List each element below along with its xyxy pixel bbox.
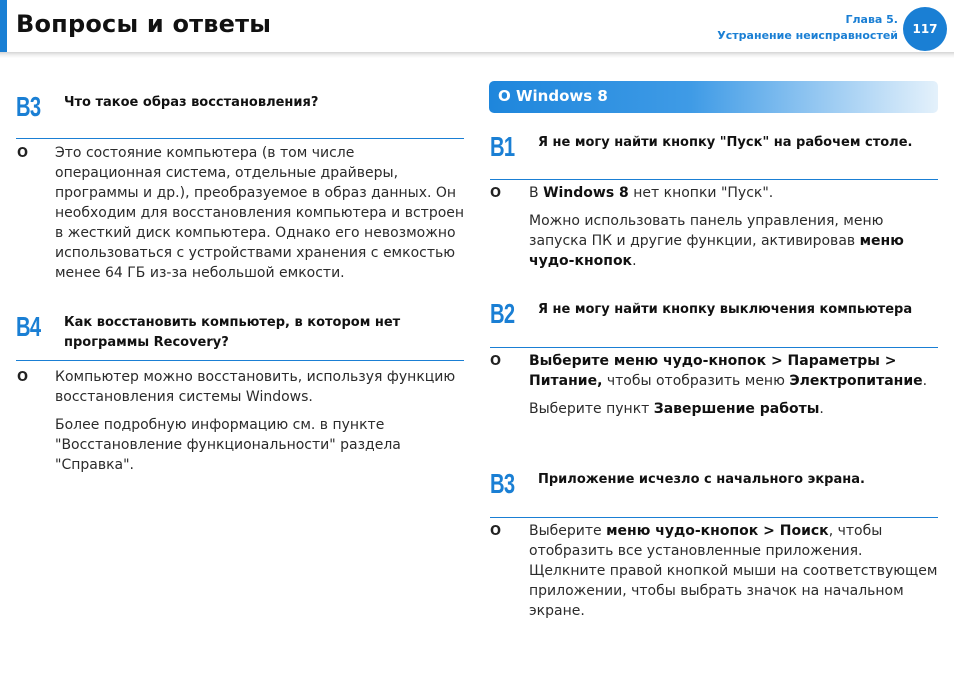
answer-paragraph <box>529 211 939 271</box>
text-run: , чтобы отобразить все установленные приложения. Щелкните правой кнопкой мыши на соответствующем приложении, чтобы выбрать значок на начальном экране. <box>529 523 938 619</box>
answer-mark: О <box>490 524 502 539</box>
answer-mark: О <box>17 370 29 385</box>
answer-text <box>529 183 939 279</box>
text-run: нет кнопки "Пуск". <box>628 185 774 201</box>
question-divider <box>490 517 938 518</box>
answer-paragraph: Более подробную информацию см. в пункте "Восстановление функциональности" раздела "Справка". <box>55 417 401 473</box>
header-accent-bar <box>0 0 7 52</box>
text-run: чтобы отобразить меню <box>602 373 790 389</box>
text-bold: меню чудо-кнопок > Поиск <box>606 523 829 539</box>
question-block <box>490 130 938 182</box>
question-text: Как восстановить компьютер, в котором нет программы Recovery? <box>64 315 401 350</box>
question-mark: B1 <box>490 131 515 162</box>
text-bold: меню чудо-кнопок <box>529 233 904 269</box>
text-bold: Завершение работы <box>653 401 820 417</box>
text-run: . <box>632 253 637 269</box>
text-bold: Windows 8 <box>543 185 629 201</box>
question-divider <box>490 179 938 180</box>
section-header <box>489 81 938 113</box>
page-number-badge: 117 <box>903 7 947 51</box>
chapter-number: Глава 5. <box>845 13 898 26</box>
answer-paragraph <box>529 521 943 621</box>
question-divider <box>490 347 938 348</box>
header-divider <box>0 52 954 58</box>
question-text: Приложение исчезло с начального экрана. <box>538 472 865 487</box>
answer-mark: О <box>17 146 29 161</box>
question-mark: B3 <box>16 91 41 122</box>
question-block <box>16 310 464 362</box>
question-block <box>16 90 464 140</box>
page-title: Вопросы и ответы <box>16 10 272 38</box>
question-block <box>490 467 938 519</box>
answer-paragraph: Это состояние компьютера (в том числе операционная система, отдельные драйверы, программы и др.), преобразуемое в образ данных. Он необходим для восстановления компьютера и встроен в жесткий диск компьютера. Однако его невозможно использоваться с устройствами хранения с емкостью менее 64 ГБ из-за небольшой емкости. <box>55 145 465 281</box>
question-text: Я не могу найти кнопку выключения компьютера <box>538 302 913 317</box>
question-divider <box>16 360 464 361</box>
answer-paragraph <box>529 351 939 391</box>
question-mark: B2 <box>490 298 515 329</box>
chapter-subtitle: Устранение неисправностей <box>717 29 898 42</box>
text-run: Выберите <box>529 523 607 539</box>
text-run: Можно использовать панель управления, меню запуска ПК и другие функции, активировав <box>529 213 884 249</box>
text-run: Выберите пункт <box>529 401 654 417</box>
question-text: Что такое образ восстановления? <box>64 95 319 110</box>
answer-paragraph <box>529 183 939 203</box>
answer-text <box>55 143 465 291</box>
answer-paragraph <box>529 399 939 419</box>
chapter-label <box>717 12 898 44</box>
answer-text <box>55 367 465 483</box>
text-run: В <box>529 185 544 201</box>
question-divider <box>16 138 464 139</box>
answer-mark: О <box>490 354 502 369</box>
question-mark: B3 <box>490 468 515 499</box>
answer-mark: О <box>490 186 502 201</box>
answer-text <box>529 351 939 427</box>
text-run: . <box>819 401 824 417</box>
answer-paragraph: Компьютер можно восстановить, используя функцию восстановления системы Windows. <box>55 369 456 405</box>
text-bold: Электропитание <box>789 373 923 389</box>
question-block <box>490 297 938 349</box>
text-bold: Выберите меню чудо-кнопок > Параметры > Питание, <box>529 353 897 389</box>
question-mark: B4 <box>16 311 41 342</box>
answer-text <box>529 521 943 629</box>
question-text: Я не могу найти кнопку "Пуск" на рабочем столе. <box>538 135 913 150</box>
text-run: . <box>922 373 928 389</box>
section-title: О Windows 8 <box>498 87 608 105</box>
